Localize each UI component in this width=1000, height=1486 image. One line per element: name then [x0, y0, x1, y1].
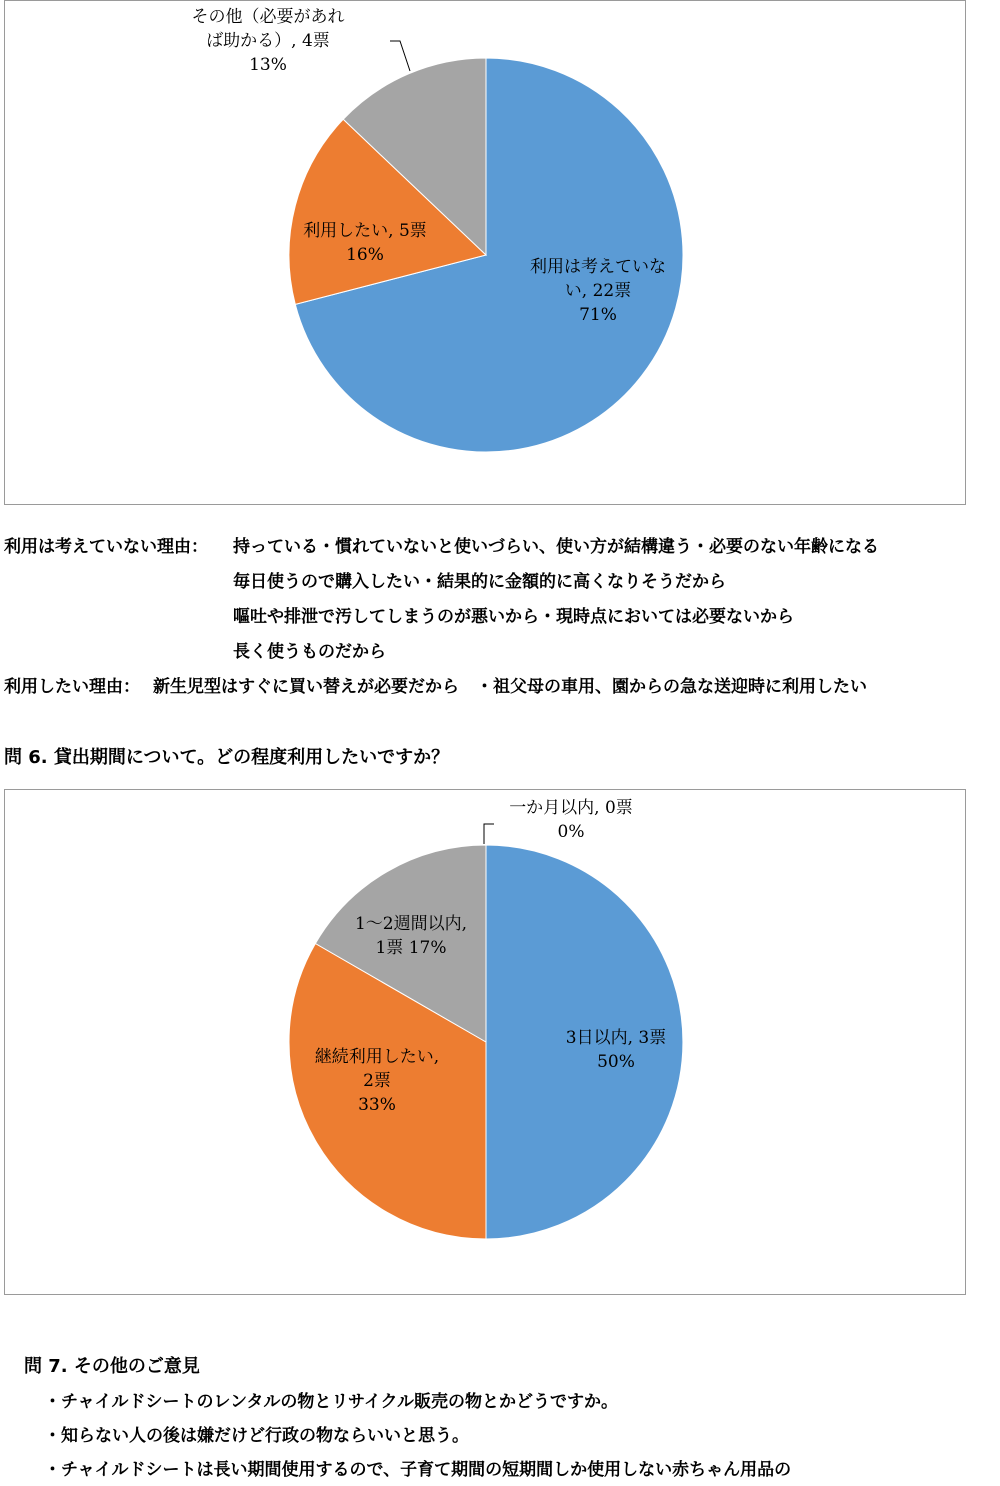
pie2-label-1-line-1: 3日以内, 3票	[565, 1027, 667, 1048]
pie2-label-2-line-3: 33%	[358, 1094, 396, 1115]
q7-item-3: ・チャイルドシートは長い期間使用するので、子育て期間の短期間しか使用しない赤ちゃん用品の	[44, 1460, 792, 1480]
pie-chart-1-svg	[5, 1, 967, 506]
q6-title: 問 6. 貸出期間について。どの程度利用したいですか？	[4, 747, 450, 768]
pie1-label-3	[192, 7, 345, 75]
pie1-label-3-line-3: 13%	[249, 54, 287, 75]
reason-not-using-line-3: 嘔吐や排泄で汚してしまうのが悪いから・現時点においては必要ないから	[233, 607, 794, 627]
pie1-leader-line-3	[390, 41, 410, 71]
q7-item-2: ・知らない人の後は嫌だけど行政の物ならいいと思う。	[44, 1426, 469, 1446]
pie1-label-2-line-2: 16%	[346, 244, 384, 265]
q7-title: 問 7. その他のご意見	[24, 1356, 200, 1377]
reason-want-label: 利用したい理由：	[4, 677, 140, 697]
pie2-label-4-line-2: 0%	[557, 821, 585, 842]
reason-want-text: 新生児型はすぐに買い替えが必要だから ・祖父母の車用、園からの急な送迎時に利用したい	[153, 677, 867, 697]
pie2-leader-line-4	[484, 824, 494, 844]
q7-item-1: ・チャイルドシートのレンタルの物とリサイクル販売の物とかどうですか。	[44, 1392, 619, 1412]
pie2-label-3-line-1: 1～2週間以内,	[354, 913, 468, 934]
pie1-label-1-line-1: 利用は考えていな	[530, 256, 666, 277]
pie-chart-1	[4, 0, 966, 505]
reason-not-using-line-4: 長く使うものだから	[233, 642, 386, 662]
pie1-label-3-line-1: その他（必要があれ	[191, 6, 345, 27]
reason-not-using-label: 利用は考えていない理由：	[4, 537, 208, 557]
pie1-label-3-line-2: ば助かる）, 4票	[206, 30, 330, 51]
pie2-label-2-line-2: 2票	[363, 1070, 391, 1091]
pie-chart-2	[4, 789, 966, 1295]
pie2-label-4	[509, 798, 633, 842]
reason-not-using-line-1: 持っている・慣れていないと使いづらい、使い方が結構違う・必要のない年齢になる	[233, 537, 879, 557]
pie2-label-3-line-2: 1票 17%	[375, 937, 447, 958]
pie-chart-2-svg	[5, 790, 967, 1296]
pie2-label-1-line-2: 50%	[597, 1051, 635, 1072]
pie1-label-1-line-2: い, 22票	[564, 280, 632, 301]
pie1-label-1-line-3: 71%	[579, 304, 617, 325]
reason-not-using-line-2: 毎日使うので購入したい・結果的に金額的に高くなりそうだから	[233, 572, 726, 592]
pie2-label-4-line-1: 一か月以内, 0票	[509, 797, 633, 818]
pie2-label-2-line-1: 継続利用したい,	[314, 1046, 440, 1067]
pie1-label-2-line-1: 利用したい, 5票	[303, 220, 427, 241]
